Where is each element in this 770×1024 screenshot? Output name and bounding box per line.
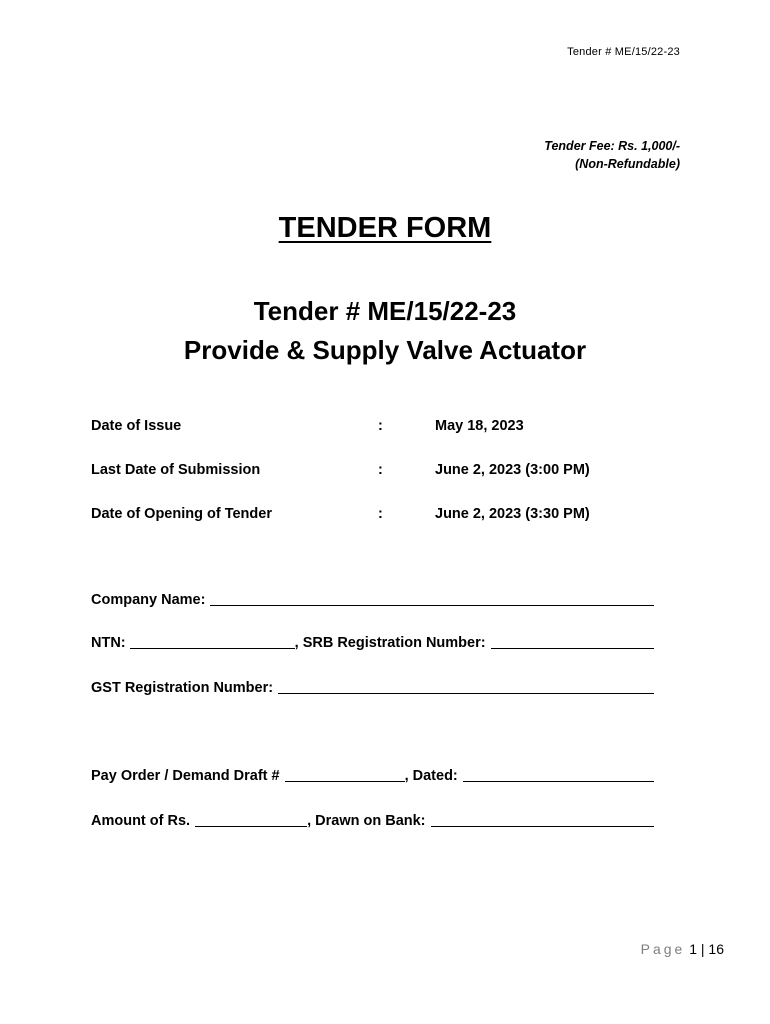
gst-field[interactable]: [278, 679, 654, 694]
date-value: June 2, 2023 (3:30 PM): [435, 506, 590, 522]
ntn-srb-line: [91, 634, 654, 651]
dated-field[interactable]: [463, 767, 654, 782]
pay-order-field[interactable]: [285, 767, 405, 782]
date-colon: :: [378, 462, 383, 478]
amount-line: [91, 812, 654, 829]
form-title-text: TENDER FORM: [278, 212, 492, 244]
dated-label: , Dated:: [404, 768, 458, 784]
drawn-on-field[interactable]: [431, 812, 654, 827]
srb-field[interactable]: [491, 634, 654, 649]
page-word: Page: [640, 941, 686, 957]
date-label: Last Date of Submission: [91, 462, 261, 478]
company-name-field[interactable]: [210, 591, 654, 606]
header-reference: Tender # ME/15/22-23: [567, 46, 680, 58]
drawn-on-label: , Drawn on Bank:: [307, 813, 426, 829]
tender-number: Tender # ME/15/22-23: [253, 296, 517, 326]
gst-line: [91, 679, 654, 696]
gst-label: GST Registration Number:: [91, 680, 274, 696]
pay-order-label: Pay Order / Demand Draft #: [91, 768, 280, 784]
tender-fee-amount: Tender Fee: Rs. 1,000/-: [544, 139, 680, 153]
amount-label: Amount of Rs.: [91, 813, 191, 829]
srb-label: , SRB Registration Number:: [294, 635, 486, 651]
date-colon: :: [378, 506, 383, 522]
tender-subject: Provide & Supply Valve Actuator: [183, 335, 587, 365]
date-value: June 2, 2023 (3:00 PM): [435, 462, 590, 478]
date-colon: :: [378, 418, 383, 434]
page-footer: [641, 941, 724, 957]
date-value: May 18, 2023: [435, 418, 524, 434]
tender-fee-note: (Non-Refundable): [575, 157, 680, 171]
ntn-label: NTN:: [91, 635, 126, 651]
tender-fee: [544, 137, 680, 173]
pay-order-line: [91, 767, 654, 784]
date-label: Date of Opening of Tender: [91, 506, 272, 522]
date-label: Date of Issue: [91, 418, 182, 434]
ntn-field[interactable]: [130, 634, 295, 649]
amount-field[interactable]: [195, 812, 307, 827]
company-name-label: Company Name:: [91, 592, 206, 608]
form-title: [0, 212, 770, 245]
page-number: 1 | 16: [689, 941, 724, 957]
company-name-line: [91, 591, 654, 608]
